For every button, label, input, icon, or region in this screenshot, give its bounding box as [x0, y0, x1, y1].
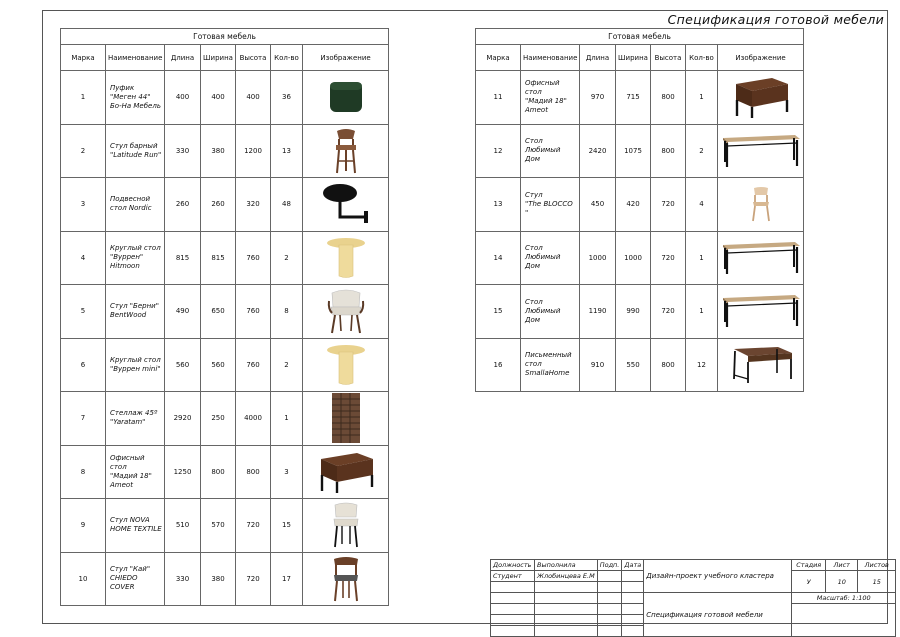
col-name: Наименование	[106, 45, 165, 71]
stamp-h-done: Выполнила	[535, 560, 598, 571]
row-qty: 15	[271, 499, 303, 553]
long-table-icon	[720, 292, 801, 330]
stamp-h-sign: Подп.	[597, 560, 622, 571]
row-qty: 1	[271, 392, 303, 446]
col-mark: Марка	[476, 45, 521, 71]
row-name: Круглый стол "Вуррен mini"	[106, 338, 165, 392]
stamp-h-date: Дата	[622, 560, 644, 571]
row-height: 800	[651, 124, 686, 178]
bar-stool-icon	[305, 127, 386, 175]
row-width: 1000	[616, 231, 651, 285]
row-name: Стул "Кай" CHIEDO COVER	[106, 552, 165, 606]
row-image	[303, 231, 389, 285]
table-row	[476, 285, 804, 339]
row-length: 560	[165, 338, 201, 392]
row-image	[303, 338, 389, 392]
table-row	[476, 338, 804, 392]
row-height: 760	[236, 285, 271, 339]
stamp-h-sheet: Лист	[826, 560, 858, 571]
armchair-icon	[305, 287, 386, 335]
row-width: 990	[616, 285, 651, 339]
row-width: 380	[201, 552, 236, 606]
row-height: 400	[236, 71, 271, 125]
stamp-h-position: Должность	[491, 560, 535, 571]
col-length: Длина	[165, 45, 201, 71]
row-width: 400	[201, 71, 236, 125]
row-qty: 1	[686, 231, 718, 285]
col-qty: Кол-во	[271, 45, 303, 71]
row-name: Стул "The BLOCCO "	[521, 178, 580, 232]
col-mark: Марка	[61, 45, 106, 71]
row-qty: 36	[271, 71, 303, 125]
row-height: 320	[236, 178, 271, 232]
sheet-title: Спецификация готовой мебели	[667, 12, 884, 27]
row-width: 800	[201, 445, 236, 499]
row-mark: 11	[476, 71, 521, 125]
row-length: 490	[165, 285, 201, 339]
row-height: 720	[651, 285, 686, 339]
spec-table-left	[60, 28, 389, 606]
row-mark: 10	[61, 552, 106, 606]
row-width: 420	[616, 178, 651, 232]
light-chair-icon	[720, 185, 801, 223]
writing-desk-icon	[720, 345, 801, 385]
row-height: 760	[236, 231, 271, 285]
row-mark: 6	[61, 338, 106, 392]
col-qty: Кол-во	[686, 45, 718, 71]
row-length: 260	[165, 178, 201, 232]
row-length: 2420	[580, 124, 616, 178]
row-length: 330	[165, 552, 201, 606]
office-desk-icon	[305, 449, 386, 495]
row-width: 715	[616, 71, 651, 125]
row-width: 1075	[616, 124, 651, 178]
pouf-icon	[305, 78, 386, 116]
row-image	[718, 285, 804, 339]
wood-chair-icon	[305, 555, 386, 603]
table-row	[476, 124, 804, 178]
row-name: Стеллаж 45º "Yaratam"	[106, 392, 165, 446]
row-mark: 9	[61, 499, 106, 553]
row-qty: 4	[686, 178, 718, 232]
row-image	[718, 124, 804, 178]
row-image	[303, 285, 389, 339]
stamp-sheet-name: Спецификация готовой мебели	[644, 593, 792, 637]
row-name: Стул барный "Latitude Run"	[106, 124, 165, 178]
row-length: 1000	[580, 231, 616, 285]
table-row	[61, 338, 389, 392]
row-width: 650	[201, 285, 236, 339]
row-image	[303, 124, 389, 178]
row-image	[303, 445, 389, 499]
row-name: Стол Любимый Дом	[521, 285, 580, 339]
stamp-h-stage: Стадия	[792, 560, 826, 571]
row-image	[303, 499, 389, 553]
col-width: Ширина	[616, 45, 651, 71]
row-height: 720	[651, 231, 686, 285]
long-table-icon	[720, 132, 801, 170]
stamp-sheet: 10	[826, 571, 858, 593]
row-qty: 2	[686, 124, 718, 178]
row-name: Подвесной стол Nordic	[106, 178, 165, 232]
row-image	[718, 178, 804, 232]
row-qty: 17	[271, 552, 303, 606]
row-mark: 14	[476, 231, 521, 285]
spec-table-right	[475, 28, 804, 392]
stamp-author: Жлобинцева Е.М	[535, 571, 598, 582]
row-width: 260	[201, 178, 236, 232]
row-length: 330	[165, 124, 201, 178]
row-mark: 8	[61, 445, 106, 499]
row-length: 1190	[580, 285, 616, 339]
stamp-scale: Масштаб: 1:100	[792, 593, 896, 604]
table-row	[61, 231, 389, 285]
row-height: 800	[236, 445, 271, 499]
row-height: 720	[651, 178, 686, 232]
row-length: 1250	[165, 445, 201, 499]
row-qty: 8	[271, 285, 303, 339]
table-row	[61, 552, 389, 606]
col-name: Наименование	[521, 45, 580, 71]
row-length: 510	[165, 499, 201, 553]
stamp-role: Студент	[491, 571, 535, 582]
row-length: 400	[165, 71, 201, 125]
shelving-icon	[305, 392, 386, 444]
long-table-icon	[720, 239, 801, 277]
row-height: 720	[236, 552, 271, 606]
table-row	[476, 178, 804, 232]
row-height: 4000	[236, 392, 271, 446]
table-caption: Готовая мебель	[61, 29, 389, 45]
row-qty: 48	[271, 178, 303, 232]
row-qty: 2	[271, 231, 303, 285]
row-name: Стол Любимый Дом	[521, 124, 580, 178]
row-length: 450	[580, 178, 616, 232]
row-length: 910	[580, 338, 616, 392]
row-mark: 7	[61, 392, 106, 446]
col-image: Изображение	[303, 45, 389, 71]
stamp-stage: У	[792, 571, 826, 593]
row-length: 970	[580, 71, 616, 125]
row-mark: 13	[476, 178, 521, 232]
table-row	[61, 499, 389, 553]
row-qty: 1	[686, 71, 718, 125]
table-row	[61, 124, 389, 178]
row-qty: 3	[271, 445, 303, 499]
col-width: Ширина	[201, 45, 236, 71]
row-image	[303, 392, 389, 446]
table-caption: Готовая мебель	[476, 29, 804, 45]
row-name: Круглый стол "Вуррен" Hitmoon	[106, 231, 165, 285]
row-name: Стул NOVA HOME TEXTILE	[106, 499, 165, 553]
stamp-sheets: 15	[858, 571, 896, 593]
col-length: Длина	[580, 45, 616, 71]
row-width: 550	[616, 338, 651, 392]
row-name: Письменный стол SmallaHome	[521, 338, 580, 392]
row-length: 2920	[165, 392, 201, 446]
round-table-icon	[305, 343, 386, 387]
row-width: 570	[201, 499, 236, 553]
row-qty: 13	[271, 124, 303, 178]
table-row	[476, 231, 804, 285]
row-mark: 3	[61, 178, 106, 232]
stamp-project: Дизайн-проект учебного кластера	[644, 560, 792, 593]
row-qty: 1	[686, 285, 718, 339]
row-image	[303, 552, 389, 606]
row-image	[303, 178, 389, 232]
row-length: 815	[165, 231, 201, 285]
col-image: Изображение	[718, 45, 804, 71]
row-width: 250	[201, 392, 236, 446]
table-row	[61, 71, 389, 125]
row-height: 760	[236, 338, 271, 392]
hanging-table-icon	[305, 183, 386, 225]
row-width: 560	[201, 338, 236, 392]
chair-icon	[305, 501, 386, 549]
row-mark: 12	[476, 124, 521, 178]
row-name: Офисный стол "Мадий 18" Ameot	[521, 71, 580, 125]
row-height: 1200	[236, 124, 271, 178]
table-row	[61, 285, 389, 339]
row-height: 720	[236, 499, 271, 553]
row-qty: 2	[271, 338, 303, 392]
row-name: Офисный стол "Мадий 18" Ameot	[106, 445, 165, 499]
office-desk-icon	[720, 74, 801, 120]
row-image	[718, 231, 804, 285]
row-name: Стол Любимый Дом	[521, 231, 580, 285]
title-block	[490, 559, 896, 637]
round-table-icon	[305, 236, 386, 280]
stamp-h-sheets: Листов	[858, 560, 896, 571]
row-mark: 1	[61, 71, 106, 125]
row-mark: 15	[476, 285, 521, 339]
row-mark: 2	[61, 124, 106, 178]
row-height: 800	[651, 338, 686, 392]
row-name: Пуфик "Меген 44" Бо-На Мебель	[106, 71, 165, 125]
row-image	[718, 71, 804, 125]
row-width: 380	[201, 124, 236, 178]
row-width: 815	[201, 231, 236, 285]
col-height: Высота	[236, 45, 271, 71]
row-name: Стул "Берни" BentWood	[106, 285, 165, 339]
row-image	[303, 71, 389, 125]
row-image	[718, 338, 804, 392]
row-mark: 5	[61, 285, 106, 339]
row-mark: 4	[61, 231, 106, 285]
table-row	[61, 445, 389, 499]
table-row	[61, 392, 389, 446]
table-row	[61, 178, 389, 232]
row-qty: 12	[686, 338, 718, 392]
col-height: Высота	[651, 45, 686, 71]
row-height: 800	[651, 71, 686, 125]
table-row	[476, 71, 804, 125]
row-mark: 16	[476, 338, 521, 392]
